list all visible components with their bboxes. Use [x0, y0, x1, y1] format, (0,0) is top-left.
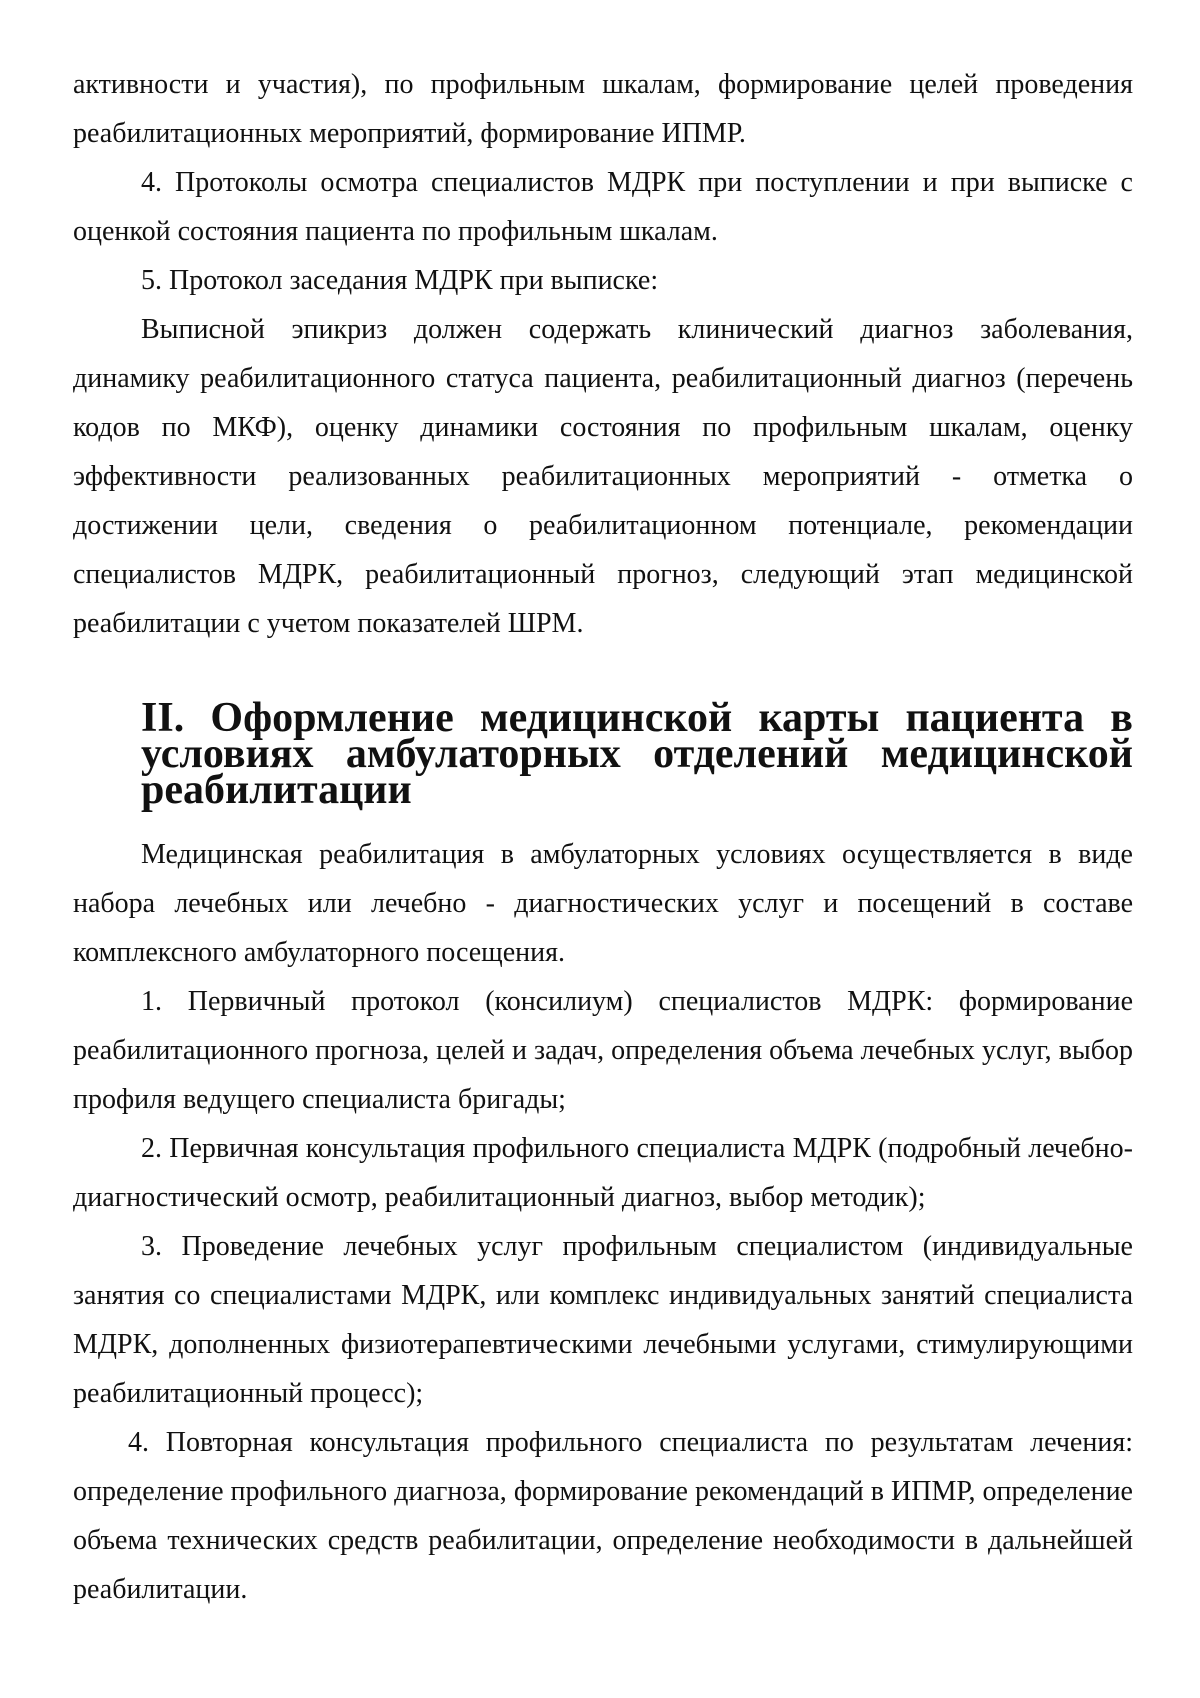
- paragraph-item-4: 4. Протоколы осмотра специалистов МДРК при поступлении и при выписке с оценкой состояния пациента по профильным шкалам.: [73, 167, 1133, 247]
- paragraph-continuation: активности и участия), по профильным шкалам, формирование целей проведения реабилитационных мероприятий, формирование ИПМР.: [73, 69, 1133, 149]
- document-page: [73, 60, 1133, 1614]
- paragraph-step-2: 2. Первичная консультация профильного специалиста МДРК (подробный лечебно-диагностический осмотр, реабилитационный диагноз, выбор методик);: [73, 1133, 1133, 1213]
- paragraph-ambulatory-intro: Медицинская реабилитация в амбулаторных условиях осуществляется в виде набора лечебных или лечебно - диагностических услуг и посещений в составе комплексного амбулаторного посещения.: [73, 839, 1133, 968]
- section-heading: II. Оформление медицинской карты пациента в условиях амбулаторных отделений медицинской реабилитации: [141, 695, 1133, 813]
- paragraph-step-3: 3. Проведение лечебных услуг профильным специалистом (индивидуальные занятия со специалистами МДРК, или комплекс индивидуальных занятий специалиста МДРК, дополненных физиотерапевтическими лечебными услугами, стимулирующими реабилитационный процесс);: [73, 1231, 1133, 1409]
- paragraph-discharge-summary: Выписной эпикриз должен содержать клинический диагноз заболевания, динамику реабилитационного статуса пациента, реабилитационный диагноз (перечень кодов по МКФ), оценку динамики состояния по профильным шкалам, оценку эффективности реализованных реабилитационных мероприятий - отметка о достижении цели, сведения о реабилитационном потенциале, рекомендации специалистов МДРК, реабилитационный прогноз, следующий этап медицинской реабилитации с учетом показателей ШРМ.: [73, 314, 1133, 639]
- paragraph-step-1: 1. Первичный протокол (консилиум) специалистов МДРК: формирование реабилитационного прогноза, целей и задач, определения объема лечебных услуг, выбор профиля ведущего специалиста бригады;: [73, 986, 1133, 1115]
- paragraph-step-4: 4. Повторная консультация профильного специалиста по результатам лечения: определение профильного диагноза, формирование рекомендаций в ИПМР, определение объема технических средств реабилитации, определение необходимости в дальнейшей реабилитации.: [73, 1427, 1133, 1605]
- paragraph-item-5: 5. Протокол заседания МДРК при выписке:: [141, 265, 659, 296]
